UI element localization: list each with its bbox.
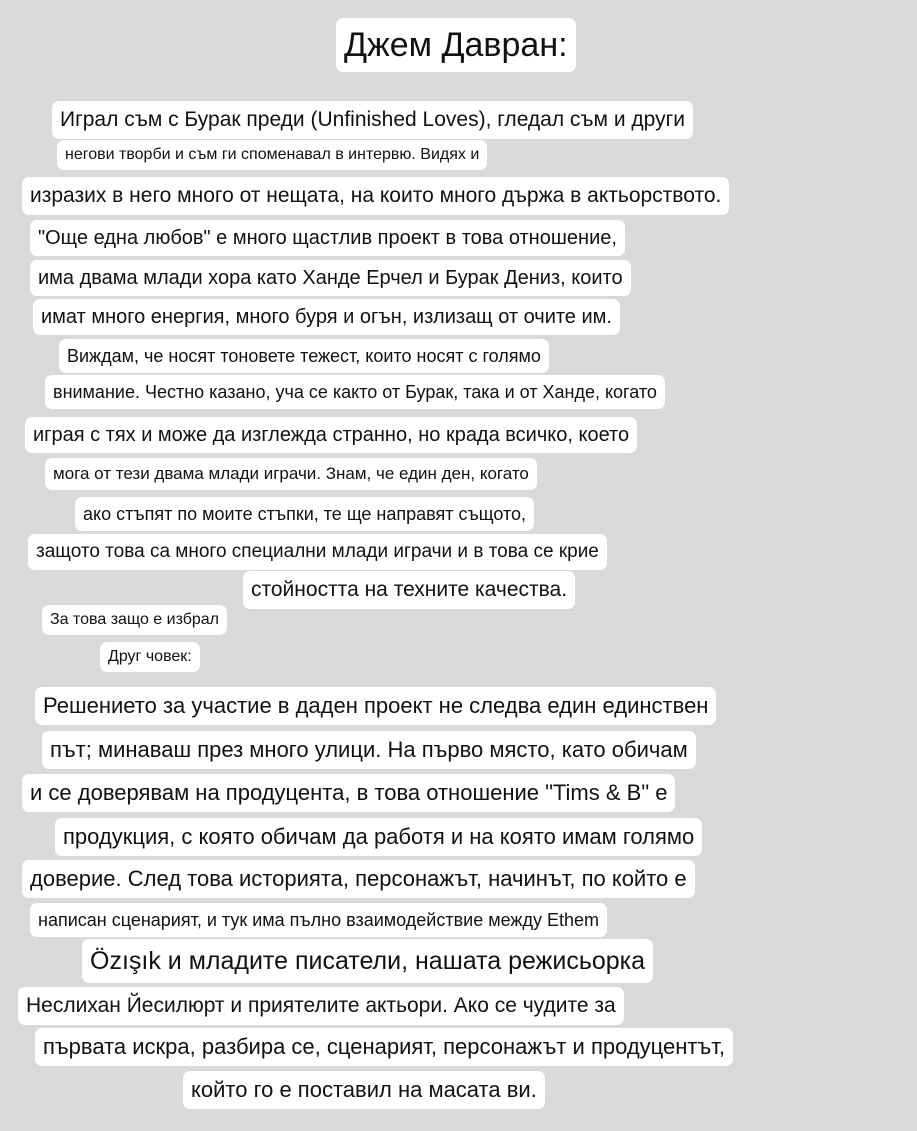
- text-line: Решението за участие в даден проект не следва един единствен: [35, 687, 716, 725]
- text-line: продукция, с която обичам да работя и на която имам голямо: [55, 818, 702, 856]
- text-line: първата искра, разбира се, сценарият, персонажът и продуцентът,: [35, 1028, 733, 1066]
- text-line: Неслихан Йесилюрт и приятелите актьори. Ако се чудите за: [18, 987, 624, 1025]
- text-line: играя с тях и може да изглежда странно, но крада всичко, което: [25, 417, 637, 453]
- title: Джем Давран:: [336, 18, 576, 72]
- question-line: За това защо е избрал: [42, 605, 227, 635]
- text-line: мога от тези двама млади играчи. Знам, че един ден, когато: [45, 458, 537, 490]
- text-line: написан сценарият, и тук има пълно взаимодействие между Ethem: [30, 903, 607, 937]
- text-line: изразих в него много от нещата, на които много държа в актьорството.: [22, 177, 729, 215]
- text-line: внимание. Честно казано, уча се както от Бурак, така и от Ханде, когато: [45, 375, 665, 409]
- text-line: Özışık и младите писатели, нашата режисьорка: [82, 939, 653, 983]
- text-line: Играл съм с Бурак преди (Unfinished Loves), гледал съм и други: [52, 101, 693, 139]
- text-line: има двама млади хора като Ханде Ерчел и Бурак Дениз, които: [30, 260, 631, 296]
- text-line: "Още една любов" е много щастлив проект в това отношение,: [30, 220, 625, 256]
- text-line: и се доверявам на продуцента, в това отношение "Tims & B" е: [22, 774, 675, 812]
- text-line: доверие. След това историята, персонажът, начинът, по който е: [22, 860, 695, 898]
- text-line: стойността на техните качества.: [243, 571, 575, 609]
- text-line: ако стъпят по моите стъпки, те ще направят същото,: [75, 497, 534, 531]
- text-line: негови творби и съм ги споменавал в интервю. Видях и: [57, 140, 487, 170]
- text-line: път; минаваш през много улици. На първо място, като обичам: [42, 731, 696, 769]
- text-line: защото това са много специални млади играчи и в това се крие: [28, 534, 607, 570]
- text-line: Виждам, че носят тоновете тежест, които носят с голямо: [59, 339, 549, 373]
- text-line: имат много енергия, много буря и огън, излизащ от очите им.: [33, 299, 620, 335]
- speaker-label: Друг човек:: [100, 642, 200, 672]
- text-line: който го е поставил на масата ви.: [183, 1071, 545, 1109]
